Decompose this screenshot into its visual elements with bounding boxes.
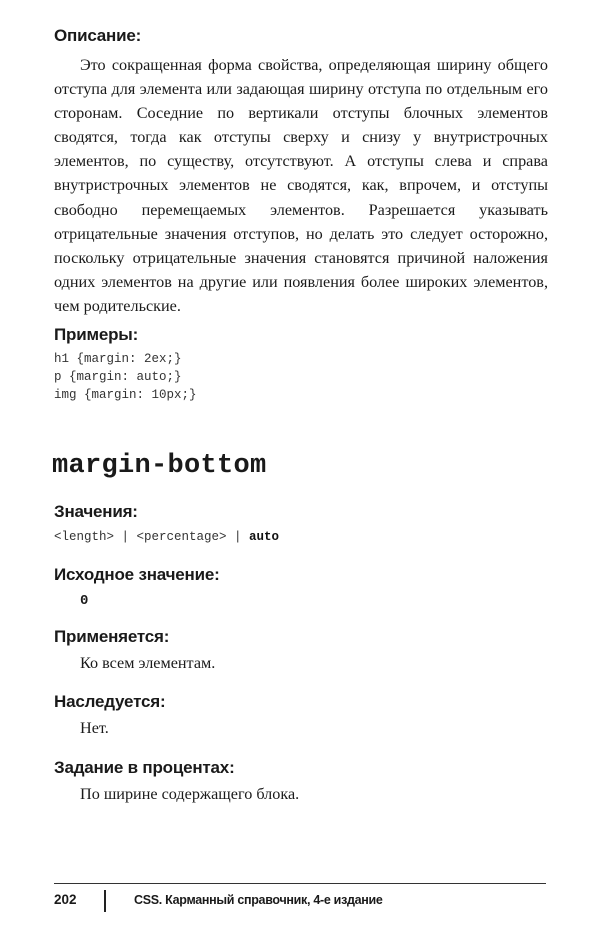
- percentages-heading: Задание в процентах:: [54, 758, 235, 777]
- examples-heading: Примеры:: [54, 325, 139, 344]
- page-number: 202: [54, 892, 77, 907]
- footer-rule: [54, 883, 546, 884]
- footer-separator: [104, 890, 106, 912]
- example-line-1: h1 {margin: 2ex;}: [54, 352, 182, 366]
- initial-value: 0: [80, 593, 89, 609]
- values-heading: Значения:: [54, 502, 138, 521]
- description-heading: Описание:: [54, 26, 142, 45]
- example-line-3: img {margin: 10px;}: [54, 388, 197, 402]
- initial-heading: Исходное значение:: [54, 565, 220, 584]
- inherited-value: Нет.: [80, 719, 109, 737]
- book-title: CSS. Карманный справочник, 4-е издание: [134, 893, 383, 907]
- values-text: <length> | <percentage> |: [54, 530, 250, 544]
- applies-value: Ко всем элементам.: [80, 654, 216, 672]
- values-line: [54, 530, 279, 544]
- applies-heading: Применяется:: [54, 627, 170, 646]
- description-paragraph: Это сокращенная форма свойства, определяющая ширину общего отступа для элемента или задающая ширину отступа по отдельным его сторонам. Соседние по вертикали отступы блочных элементов сводятся, тогда как отступы сверху и снизу у внутристрочных элементов, по существу, отсутствуют. А отступы слева и справа внутристрочных элементов не сводятся, как, впрочем, и отступы свободно перемещаемых элементов. Разрешается указывать отрицательные значения отступов, но делать это следует осторожно, поскольку отрицательные значения становятся причиной наложения одних элементов на другие или появления более широких элементов, чем родительские.: [54, 56, 548, 315]
- property-title: margin-bottom: [52, 451, 267, 481]
- percentages-value: По ширине содержащего блока.: [80, 785, 300, 803]
- inherited-heading: Наследуется:: [54, 692, 166, 711]
- values-keyword-auto: auto: [249, 530, 280, 544]
- example-line-2: p {margin: auto;}: [54, 370, 182, 384]
